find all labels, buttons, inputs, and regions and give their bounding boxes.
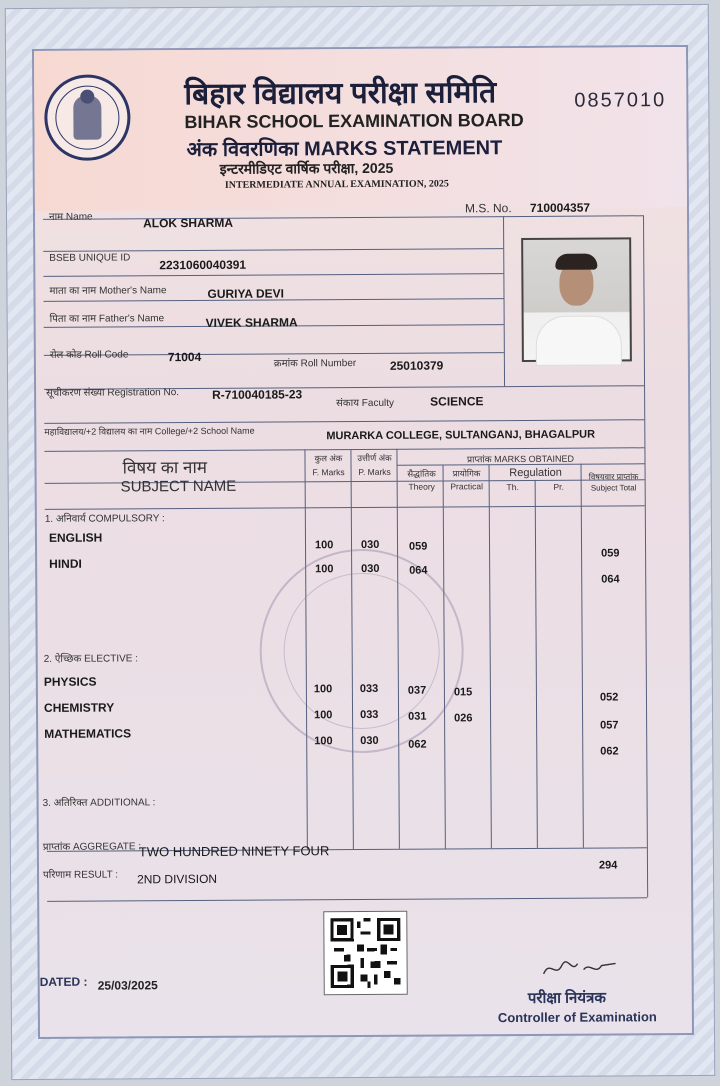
elective-label: 2. ऐच्छिक ELECTIVE : [43, 653, 139, 665]
ms-no-label: M.S. No. [464, 201, 512, 216]
subject-full-marks: 100 [313, 683, 333, 696]
regulation-pr-header: Pr. [553, 481, 564, 492]
compulsory-label: 1. अनिवार्य COMPULSORY : [44, 513, 165, 525]
mother-value: GURIYA DEVI [207, 286, 284, 301]
controller-signature-icon [540, 955, 620, 979]
issue-date: 25/03/2025 [97, 978, 158, 993]
result-label: परिणाम RESULT : [42, 869, 119, 881]
subject-theory: 059 [408, 540, 428, 553]
subject-full-marks: 100 [315, 563, 334, 576]
ms-no-value: 710004357 [529, 200, 591, 215]
roll-code-label: रोल कोड Roll Code [49, 349, 129, 361]
pass-marks-hindi: उत्तीर्ण अंक [357, 452, 392, 464]
full-marks-header: F. Marks [312, 467, 345, 478]
subject-pass-marks: 030 [361, 562, 380, 575]
subject-total: 059 [601, 547, 620, 560]
subject-total-hindi: विषयवार प्राप्तांक [588, 472, 639, 482]
practical-hindi: प्रायोगिक [452, 468, 481, 479]
registration-value: R-710040185-23 [212, 387, 303, 402]
student-photo [521, 237, 632, 362]
subject-practical: 026 [454, 712, 473, 725]
subject-full-marks: 100 [314, 709, 333, 722]
uid-value: 2231060040391 [159, 257, 247, 273]
statement-title-english: MARKS STATEMENT [304, 137, 503, 161]
aggregate-total: 294 [598, 859, 618, 872]
roll-code-value: 71004 [167, 349, 202, 365]
subject-full-marks: 100 [314, 539, 334, 552]
subject-header-english: SUBJECT NAME [120, 477, 237, 496]
controller-title-hindi: परीक्षा नियंत्रक [527, 989, 606, 1007]
subject-pass-marks: 030 [360, 538, 380, 551]
regulation-header: Regulation [509, 466, 562, 480]
subject-theory: 062 [408, 738, 427, 751]
subject-total: 052 [599, 691, 619, 704]
name-value: ALOK SHARMA [143, 215, 234, 231]
subject-name: MATHEMATICS [44, 726, 132, 741]
dated-label: DATED : [39, 974, 88, 989]
father-value: VIVEK SHARMA [205, 315, 298, 330]
subject-name: CHEMISTRY [43, 700, 115, 715]
subject-name: PHYSICS [43, 674, 97, 689]
statement-title [187, 133, 503, 162]
mother-label: माता का नाम Mother's Name [49, 285, 167, 297]
college-value: MURARKA COLLEGE, SULTANGANJ, BHAGALPUR [326, 428, 596, 443]
subject-theory: 064 [409, 564, 428, 577]
controller-title-english: Controller of Examination [497, 1009, 657, 1026]
additional-label: 3. अतिरिक्त ADDITIONAL : [42, 797, 156, 809]
subject-total: 062 [600, 745, 619, 758]
faculty-label: संकाय Faculty [336, 397, 395, 410]
result-value: 2ND DIVISION [137, 871, 218, 887]
name-label: नाम Name [48, 211, 93, 223]
subject-pass-marks: 033 [359, 682, 379, 696]
college-label: महाविद्यालय/+2 विद्यालय का नाम College/+2 School Name [44, 425, 255, 437]
statement-title-hindi: अंक विवरणिका [186, 138, 299, 162]
roll-number-label: क्रमांक Roll Number [273, 358, 357, 370]
subject-header-hindi: विषय का नाम [122, 457, 208, 478]
subject-total: 057 [600, 719, 619, 732]
pass-marks-header: P. Marks [358, 466, 391, 478]
board-seal-icon [44, 74, 131, 161]
subject-pass-marks: 033 [360, 708, 379, 722]
theory-header: Theory [408, 481, 435, 492]
faculty-value: SCIENCE [430, 394, 484, 409]
full-marks-hindi: कुल अंक [314, 453, 343, 464]
subject-total: 064 [601, 573, 620, 586]
subject-name: ENGLISH [48, 530, 103, 545]
subject-practical: 015 [453, 686, 473, 699]
exam-title-english: INTERMEDIATE ANNUAL EXAMINATION, 2025 [224, 178, 449, 191]
aggregate-label: प्राप्तांक AGGREGATE : [42, 841, 142, 853]
regulation-th-header: Th. [506, 482, 519, 493]
subject-full-marks: 100 [314, 735, 333, 748]
qr-code-icon [323, 911, 408, 996]
roll-number-value: 25010379 [389, 358, 444, 373]
marks-obtained-header: प्राप्तांक MARKS OBTAINED [466, 453, 574, 465]
board-name-hindi: बिहार विद्यालय परीक्षा समिति [184, 76, 497, 112]
father-label: पिता का नाम Father's Name [49, 313, 165, 325]
subject-theory: 031 [408, 710, 427, 723]
practical-header: Practical [450, 481, 483, 492]
subject-name: HINDI [49, 556, 82, 571]
registration-label: सूचीकरण संख्या Registration No. [46, 387, 180, 399]
subject-total-header: Subject Total [590, 483, 637, 493]
exam-title-hindi: इन्टरमीडिएट वार्षिक परीक्षा, 2025 [219, 159, 394, 177]
board-watermark-seal-icon [259, 548, 464, 753]
serial-number: 0857010 [574, 89, 667, 112]
subject-pass-marks: 030 [360, 734, 379, 748]
subject-theory: 037 [407, 684, 427, 697]
theory-hindi: सैद्धांतिक [407, 468, 436, 479]
marks-statement-sheet [5, 4, 716, 1080]
board-name-english: BIHAR SCHOOL EXAMINATION BOARD [184, 109, 524, 133]
certificate-body [32, 45, 694, 1039]
uid-label: BSEB UNIQUE ID [49, 252, 131, 264]
aggregate-words: TWO HUNDRED NINETY FOUR [138, 843, 330, 860]
